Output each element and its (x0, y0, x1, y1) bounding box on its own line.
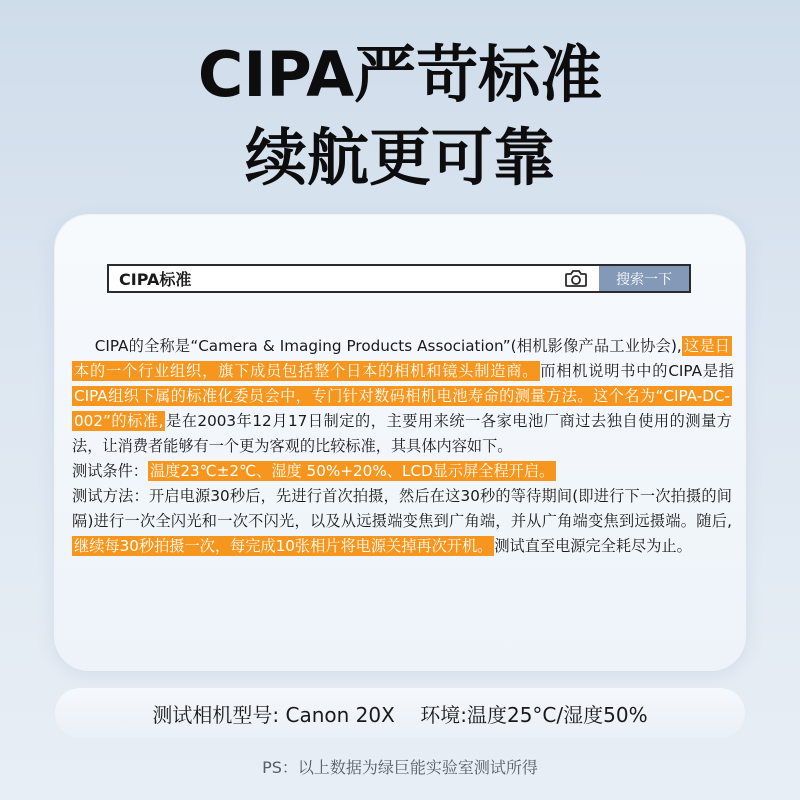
search-input[interactable]: CIPA标准 (119, 270, 192, 289)
text-segment: CIPA的全称是“Camera & Imaging Products Association”(相机影像产品工业协会), (94, 337, 682, 355)
highlight-segment: 继续每30秒拍摄一次，每完成10张相片将电源关掉再次开机。 (74, 537, 493, 555)
camera-icon[interactable] (563, 269, 589, 289)
text-segment: 测试条件： (72, 462, 148, 480)
article-text (72, 334, 732, 559)
text-segment: 是在2003年12月17日制定的，主要用来统一各家电池厂商过去独自使用的测量方法，让消费者能够有一个更为客观的比较标准，其具体内容如下。 (72, 412, 732, 455)
highlight-segment: CIPA组织下属的标准化委员会中，专门针对数码相机电池寿命的测量方法。这个名为“CIPA-DC-002”的标准, (74, 387, 730, 430)
search-bar (107, 264, 691, 293)
article-paragraph-3 (72, 484, 732, 559)
camera-info-strip: 测试相机型号: Canon 20X 环境:温度25°C/湿度50% (55, 688, 745, 738)
highlight-segment: 温度23℃±2℃、湿度 50%+20%、LCD显示屏全程开启。 (149, 462, 555, 480)
text-segment: 测试直至电源完全耗尽为止。 (494, 537, 692, 555)
headline-line-1: CIPA严苛标准 (197, 38, 603, 111)
highlight-segment: 这是日本的一个行业组织，旗下成员包括整个日本的相机和镜头制造商。 (74, 337, 730, 380)
headline-line-2: 续航更可靠 (244, 121, 555, 194)
article-paragraph-2 (72, 459, 732, 484)
search-button[interactable]: 搜索一下 (599, 266, 689, 291)
text-segment: 而相机说明书中的CIPA是指 (540, 362, 734, 380)
article-paragraph-1 (72, 334, 732, 459)
ps-note: PS：以上数据为绿巨能实验室测试所得 (262, 758, 538, 777)
text-segment: 测试方法：开启电源30秒后，先进行首次拍摄，然后在这30秒的等待期间(即进行下一次拍摄的间隔)进行一次全闪光和一次不闪光，以及从远摄端变焦到广角端，并从广角端变焦到远摄端。随后, (72, 487, 732, 530)
